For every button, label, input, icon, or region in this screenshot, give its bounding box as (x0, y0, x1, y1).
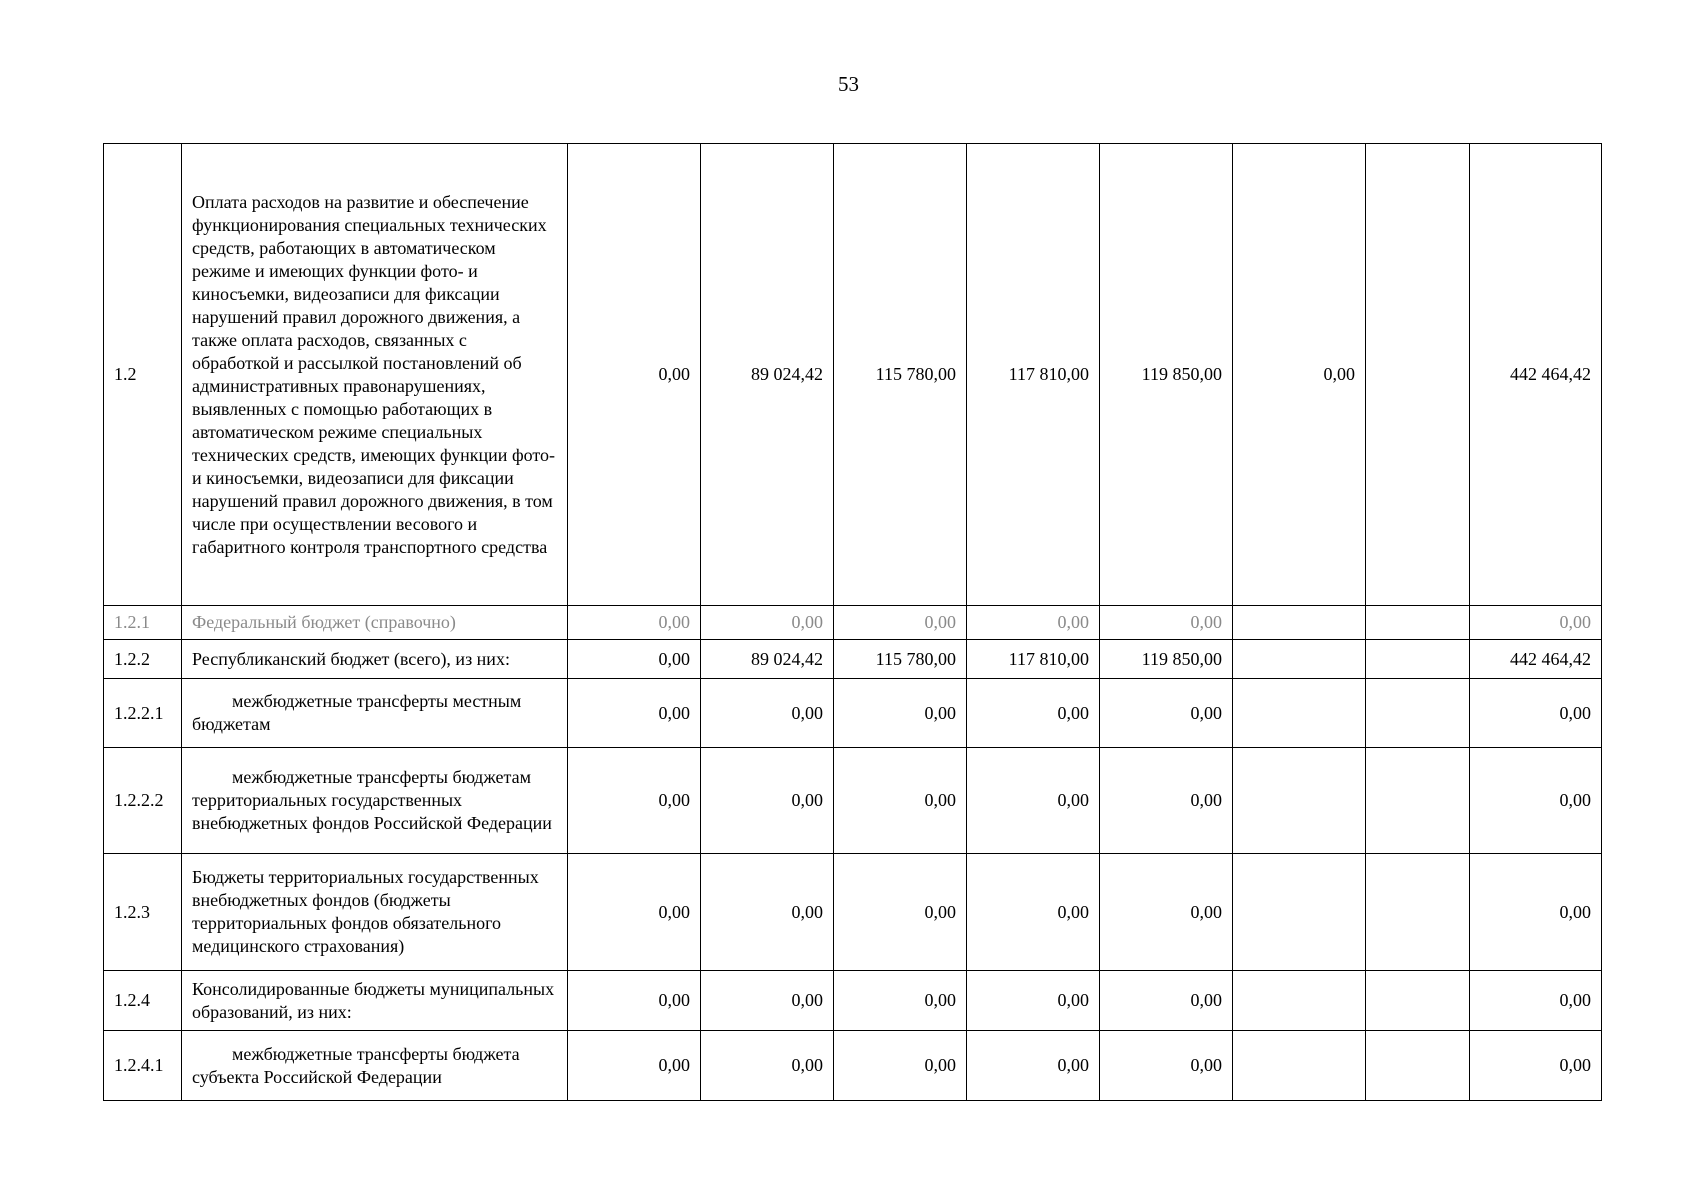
cell-value: 0,00 (568, 971, 701, 1031)
cell-value (1366, 748, 1470, 854)
row-name: межбюджетные трансферты бюджетам территориальных государственных внебюджетных фондов Российской Федерации (182, 748, 568, 854)
cell-value: 0,00 (701, 606, 834, 640)
cell-total: 0,00 (1470, 1031, 1602, 1101)
cell-value: 0,00 (1100, 606, 1233, 640)
cell-value: 0,00 (701, 748, 834, 854)
cell-value: 0,00 (834, 606, 967, 640)
cell-value: 115 780,00 (834, 640, 967, 679)
cell-value: 0,00 (967, 679, 1100, 748)
cell-value (1233, 748, 1366, 854)
cell-value (1366, 1031, 1470, 1101)
cell-value: 117 810,00 (967, 144, 1100, 606)
cell-total: 442 464,42 (1470, 640, 1602, 679)
cell-value: 0,00 (834, 854, 967, 971)
cell-value: 119 850,00 (1100, 144, 1233, 606)
cell-value (1366, 144, 1470, 606)
cell-value: 0,00 (568, 748, 701, 854)
cell-value: 0,00 (568, 1031, 701, 1101)
cell-value: 117 810,00 (967, 640, 1100, 679)
cell-value: 0,00 (834, 971, 967, 1031)
cell-value (1233, 971, 1366, 1031)
cell-value: 0,00 (568, 606, 701, 640)
row-name: Консолидированные бюджеты муниципальных образований, из них: (182, 971, 568, 1031)
row-name: Федеральный бюджет (справочно) (182, 606, 568, 640)
cell-value: 0,00 (1233, 144, 1366, 606)
cell-value: 0,00 (1100, 748, 1233, 854)
cell-value: 0,00 (1100, 854, 1233, 971)
table-row (104, 748, 1602, 854)
cell-value: 115 780,00 (834, 144, 967, 606)
row-code: 1.2.2.2 (104, 748, 182, 854)
table-row (104, 1031, 1602, 1101)
cell-value: 89 024,42 (701, 144, 834, 606)
cell-value (1233, 854, 1366, 971)
row-code: 1.2.1 (104, 606, 182, 640)
cell-value: 0,00 (967, 606, 1100, 640)
cell-value (1366, 679, 1470, 748)
cell-value: 0,00 (1100, 679, 1233, 748)
table-row (104, 606, 1602, 640)
cell-value (1233, 679, 1366, 748)
cell-value: 0,00 (834, 679, 967, 748)
cell-value (1366, 971, 1470, 1031)
table-row (104, 144, 1602, 606)
row-name: межбюджетные трансферты местным бюджетам (182, 679, 568, 748)
cell-value: 0,00 (834, 1031, 967, 1101)
cell-value: 0,00 (967, 971, 1100, 1031)
table-row (104, 640, 1602, 679)
cell-value (1233, 1031, 1366, 1101)
cell-value: 0,00 (568, 144, 701, 606)
row-code: 1.2.3 (104, 854, 182, 971)
cell-value: 0,00 (1100, 971, 1233, 1031)
cell-value (1366, 606, 1470, 640)
cell-value: 0,00 (701, 1031, 834, 1101)
row-name: межбюджетные трансферты бюджета субъекта Российской Федерации (182, 1031, 568, 1101)
cell-value (1366, 854, 1470, 971)
cell-total: 442 464,42 (1470, 144, 1602, 606)
cell-value (1366, 640, 1470, 679)
cell-value: 0,00 (1100, 1031, 1233, 1101)
cell-value: 0,00 (568, 679, 701, 748)
cell-total: 0,00 (1470, 606, 1602, 640)
cell-total: 0,00 (1470, 679, 1602, 748)
table-row (104, 679, 1602, 748)
cell-total: 0,00 (1470, 971, 1602, 1031)
cell-value: 0,00 (967, 854, 1100, 971)
cell-value: 89 024,42 (701, 640, 834, 679)
budget-table (103, 143, 1602, 1101)
cell-value: 0,00 (701, 854, 834, 971)
cell-total: 0,00 (1470, 854, 1602, 971)
row-name: Бюджеты территориальных государственных внебюджетных фондов (бюджеты территориальных фондов обязательного медицинского страхования) (182, 854, 568, 971)
cell-value: 0,00 (967, 1031, 1100, 1101)
cell-value: 0,00 (568, 854, 701, 971)
table-row (104, 854, 1602, 971)
row-code: 1.2.2 (104, 640, 182, 679)
page-number: 53 (838, 72, 859, 96)
row-name: Республиканский бюджет (всего), из них: (182, 640, 568, 679)
cell-total: 0,00 (1470, 748, 1602, 854)
cell-value: 119 850,00 (1100, 640, 1233, 679)
cell-value: 0,00 (967, 748, 1100, 854)
table-row (104, 971, 1602, 1031)
cell-value: 0,00 (834, 748, 967, 854)
cell-value: 0,00 (701, 679, 834, 748)
row-code: 1.2 (104, 144, 182, 606)
cell-value: 0,00 (568, 640, 701, 679)
row-code: 1.2.2.1 (104, 679, 182, 748)
cell-value: 0,00 (701, 971, 834, 1031)
row-code: 1.2.4 (104, 971, 182, 1031)
row-code: 1.2.4.1 (104, 1031, 182, 1101)
cell-value (1233, 640, 1366, 679)
cell-value (1233, 606, 1366, 640)
row-name: Оплата расходов на развитие и обеспечение функционирования специальных технических средств, работающих в автоматическом режиме и имеющих функции фото- и киносъемки, видеозаписи для фиксации нарушений правил дорожного движения, а также оплата расходов, связанных с обработкой и рассылкой постановлений об административных правонарушениях, выявленных с помощью работающих в автоматическом режиме специальных технических средств, имеющих функции фото- и киносъемки, видеозаписи для фиксации нарушений правил дорожного движения, в том числе при осуществлении весового и габаритного контроля транспортного средства (182, 144, 568, 606)
